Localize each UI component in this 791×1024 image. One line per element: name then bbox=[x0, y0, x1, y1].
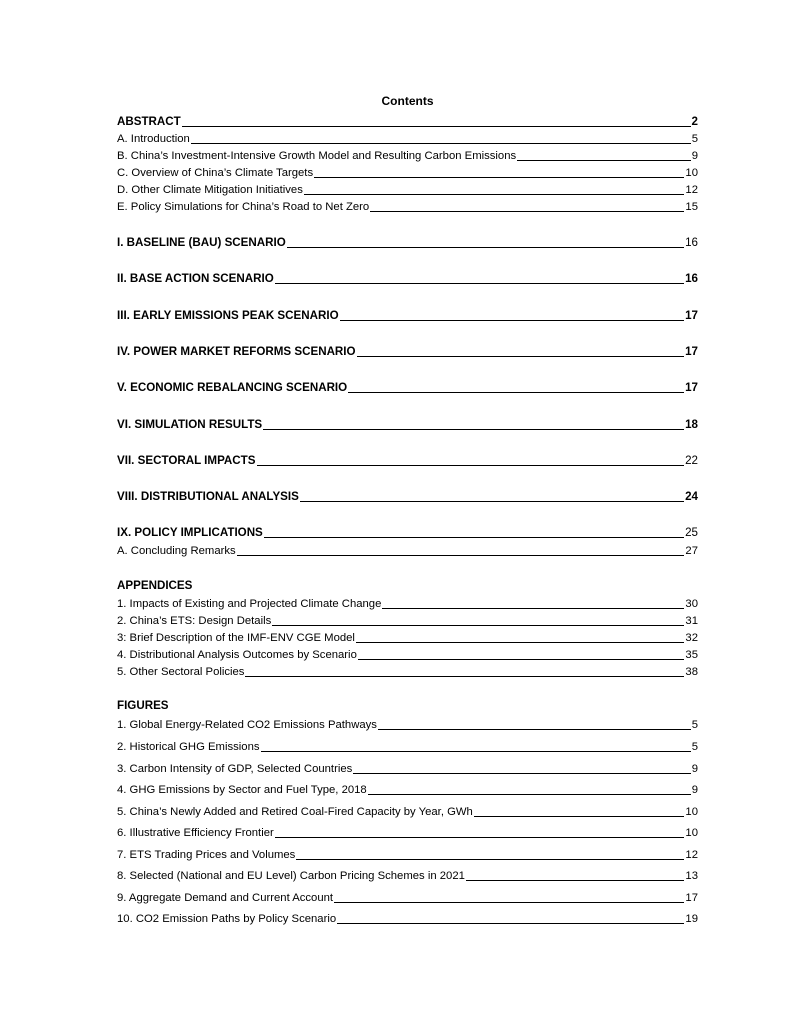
dot-leader bbox=[314, 177, 684, 178]
toc-page-number: 15 bbox=[685, 201, 698, 213]
toc-entry-major[interactable] bbox=[117, 236, 698, 250]
toc-entry[interactable] bbox=[117, 132, 698, 146]
toc-page-number: 38 bbox=[685, 666, 698, 678]
toc-page-number: 32 bbox=[685, 632, 698, 644]
figure-entry[interactable] bbox=[117, 826, 698, 840]
dot-leader bbox=[370, 211, 684, 212]
toc-entry-major[interactable] bbox=[117, 381, 698, 395]
toc-page-number: 5 bbox=[691, 741, 698, 753]
dot-leader bbox=[348, 392, 684, 393]
toc-page-number: 22 bbox=[685, 454, 698, 467]
dot-leader bbox=[261, 751, 691, 752]
dot-leader bbox=[272, 625, 684, 626]
dot-leader bbox=[357, 356, 685, 357]
figure-entry[interactable] bbox=[117, 783, 698, 797]
toc-page-number: 5 bbox=[691, 719, 698, 731]
toc-label: ABSTRACT bbox=[117, 115, 181, 128]
dot-leader bbox=[466, 880, 685, 881]
toc-page-number: 13 bbox=[685, 870, 698, 882]
toc-entry-major[interactable] bbox=[117, 345, 698, 359]
toc-label: 3: Brief Description of the IMF-ENV CGE Model bbox=[117, 632, 355, 644]
toc-page-number: 10 bbox=[685, 806, 698, 818]
toc-label: B. China’s Investment-Intensive Growth Model and Resulting Carbon Emissions bbox=[117, 150, 517, 162]
figure-entry[interactable] bbox=[117, 718, 698, 732]
toc-entry-abstract[interactable] bbox=[117, 115, 698, 129]
figure-entry[interactable] bbox=[117, 762, 698, 776]
dot-leader bbox=[182, 126, 691, 127]
appendix-entry[interactable] bbox=[117, 614, 698, 628]
toc-label: IV. POWER MARKET REFORMS SCENARIO bbox=[117, 345, 356, 358]
toc-page-number: 17 bbox=[685, 381, 698, 394]
appendix-entry[interactable] bbox=[117, 648, 698, 662]
toc-label: 7. ETS Trading Prices and Volumes bbox=[117, 849, 296, 861]
toc-page-number: 16 bbox=[685, 236, 698, 249]
dot-leader bbox=[237, 555, 685, 556]
appendix-entry[interactable] bbox=[117, 597, 698, 611]
toc-page-number: 17 bbox=[685, 892, 698, 904]
figure-entry[interactable] bbox=[117, 912, 698, 926]
toc-entry-major[interactable] bbox=[117, 526, 698, 540]
toc-label: IX. POLICY IMPLICATIONS bbox=[117, 526, 263, 539]
toc-label: 3. Carbon Intensity of GDP, Selected Countries bbox=[117, 763, 353, 775]
dot-leader bbox=[287, 247, 684, 248]
toc-entry[interactable] bbox=[117, 544, 698, 558]
toc-page-number: 24 bbox=[685, 490, 698, 503]
toc-entry[interactable] bbox=[117, 200, 698, 214]
toc-label: I. BASELINE (BAU) SCENARIO bbox=[117, 236, 286, 249]
toc-page-number: 9 bbox=[691, 150, 698, 162]
dot-leader bbox=[334, 902, 684, 903]
dot-leader bbox=[275, 837, 685, 838]
figure-entry[interactable] bbox=[117, 740, 698, 754]
toc-label: 4. GHG Emissions by Sector and Fuel Type, 2018 bbox=[117, 784, 367, 796]
toc-entry-major[interactable] bbox=[117, 490, 698, 504]
toc-entry-major[interactable] bbox=[117, 454, 698, 468]
dot-leader bbox=[245, 676, 684, 677]
dot-leader bbox=[358, 659, 685, 660]
toc-page-number: 10 bbox=[685, 827, 698, 839]
figure-entry[interactable] bbox=[117, 891, 698, 905]
toc-label: 8. Selected (National and EU Level) Carbon Pricing Schemes in 2021 bbox=[117, 870, 465, 882]
toc-label: 9. Aggregate Demand and Current Account bbox=[117, 892, 334, 904]
dot-leader bbox=[275, 283, 684, 284]
toc-entry[interactable] bbox=[117, 166, 698, 180]
toc-label: A. Introduction bbox=[117, 133, 190, 145]
toc-label: 4. Distributional Analysis Outcomes by Scenario bbox=[117, 649, 357, 661]
toc-entry[interactable] bbox=[117, 183, 698, 197]
toc-page-number: 12 bbox=[685, 184, 698, 196]
toc-page-number: 5 bbox=[691, 133, 698, 145]
toc-label: 6. Illustrative Efficiency Frontier bbox=[117, 827, 274, 839]
toc-label: 5. Other Sectoral Policies bbox=[117, 666, 245, 678]
page-title: Contents bbox=[381, 94, 434, 108]
toc-label: II. BASE ACTION SCENARIO bbox=[117, 272, 274, 285]
toc-label: VI. SIMULATION RESULTS bbox=[117, 418, 263, 431]
figure-entry[interactable] bbox=[117, 805, 698, 819]
appendices-heading: APPENDICES bbox=[117, 579, 193, 592]
dot-leader bbox=[304, 194, 685, 195]
appendix-entry[interactable] bbox=[117, 631, 698, 645]
dot-leader bbox=[263, 429, 684, 430]
toc-page-number: 17 bbox=[685, 309, 698, 322]
figure-entry[interactable] bbox=[117, 869, 698, 883]
toc-label: C. Overview of China’s Climate Targets bbox=[117, 167, 314, 179]
dot-leader bbox=[191, 143, 691, 144]
toc-entry[interactable] bbox=[117, 149, 698, 163]
dot-leader bbox=[378, 729, 691, 730]
toc-label: 2. China’s ETS: Design Details bbox=[117, 615, 272, 627]
toc-label: A. Concluding Remarks bbox=[117, 545, 236, 557]
toc-page-number: 31 bbox=[685, 615, 698, 627]
figure-entry[interactable] bbox=[117, 848, 698, 862]
dot-leader bbox=[382, 608, 684, 609]
toc-page-number: 9 bbox=[691, 763, 698, 775]
toc-page-number: 35 bbox=[685, 649, 698, 661]
toc-page-number: 18 bbox=[685, 418, 698, 431]
toc-label: 1. Impacts of Existing and Projected Climate Change bbox=[117, 598, 382, 610]
toc-entry-major[interactable] bbox=[117, 418, 698, 432]
figures-heading: FIGURES bbox=[117, 699, 169, 712]
toc-page-number: 9 bbox=[691, 784, 698, 796]
dot-leader bbox=[264, 537, 684, 538]
toc-label: D. Other Climate Mitigation Initiatives bbox=[117, 184, 303, 196]
toc-page-number: 2 bbox=[691, 115, 698, 128]
dot-leader bbox=[353, 773, 690, 774]
toc-page-number: 19 bbox=[685, 913, 698, 925]
dot-leader bbox=[340, 320, 684, 321]
dot-leader bbox=[337, 923, 684, 924]
toc-page-number: 12 bbox=[685, 849, 698, 861]
dot-leader bbox=[356, 642, 684, 643]
dot-leader bbox=[474, 816, 685, 817]
toc-label: VII. SECTORAL IMPACTS bbox=[117, 454, 256, 467]
toc-label: 5. China’s Newly Added and Retired Coal-Fired Capacity by Year, GWh bbox=[117, 806, 473, 818]
toc-page-number: 16 bbox=[685, 272, 698, 285]
toc-label: III. EARLY EMISSIONS PEAK SCENARIO bbox=[117, 309, 339, 322]
toc-page bbox=[117, 0, 698, 1024]
appendix-entry[interactable] bbox=[117, 665, 698, 679]
toc-page-number: 10 bbox=[685, 167, 698, 179]
toc-entry-major[interactable] bbox=[117, 309, 698, 323]
toc-entry-major[interactable] bbox=[117, 272, 698, 286]
toc-page-number: 30 bbox=[685, 598, 698, 610]
dot-leader bbox=[257, 465, 685, 466]
dot-leader bbox=[300, 501, 684, 502]
toc-page-number: 25 bbox=[685, 526, 698, 539]
dot-leader bbox=[368, 794, 691, 795]
toc-label: 2. Historical GHG Emissions bbox=[117, 741, 260, 753]
toc-page-number: 27 bbox=[685, 545, 698, 557]
toc-label: 1. Global Energy-Related CO2 Emissions Pathways bbox=[117, 719, 377, 731]
toc-page-number: 17 bbox=[685, 345, 698, 358]
toc-label: V. ECONOMIC REBALANCING SCENARIO bbox=[117, 381, 348, 394]
toc-label: 10. CO2 Emission Paths by Policy Scenario bbox=[117, 913, 337, 925]
dot-leader bbox=[517, 160, 691, 161]
toc-label: E. Policy Simulations for China’s Road to Net Zero bbox=[117, 201, 370, 213]
toc-label: VIII. DISTRIBUTIONAL ANALYSIS bbox=[117, 490, 299, 503]
dot-leader bbox=[296, 859, 684, 860]
